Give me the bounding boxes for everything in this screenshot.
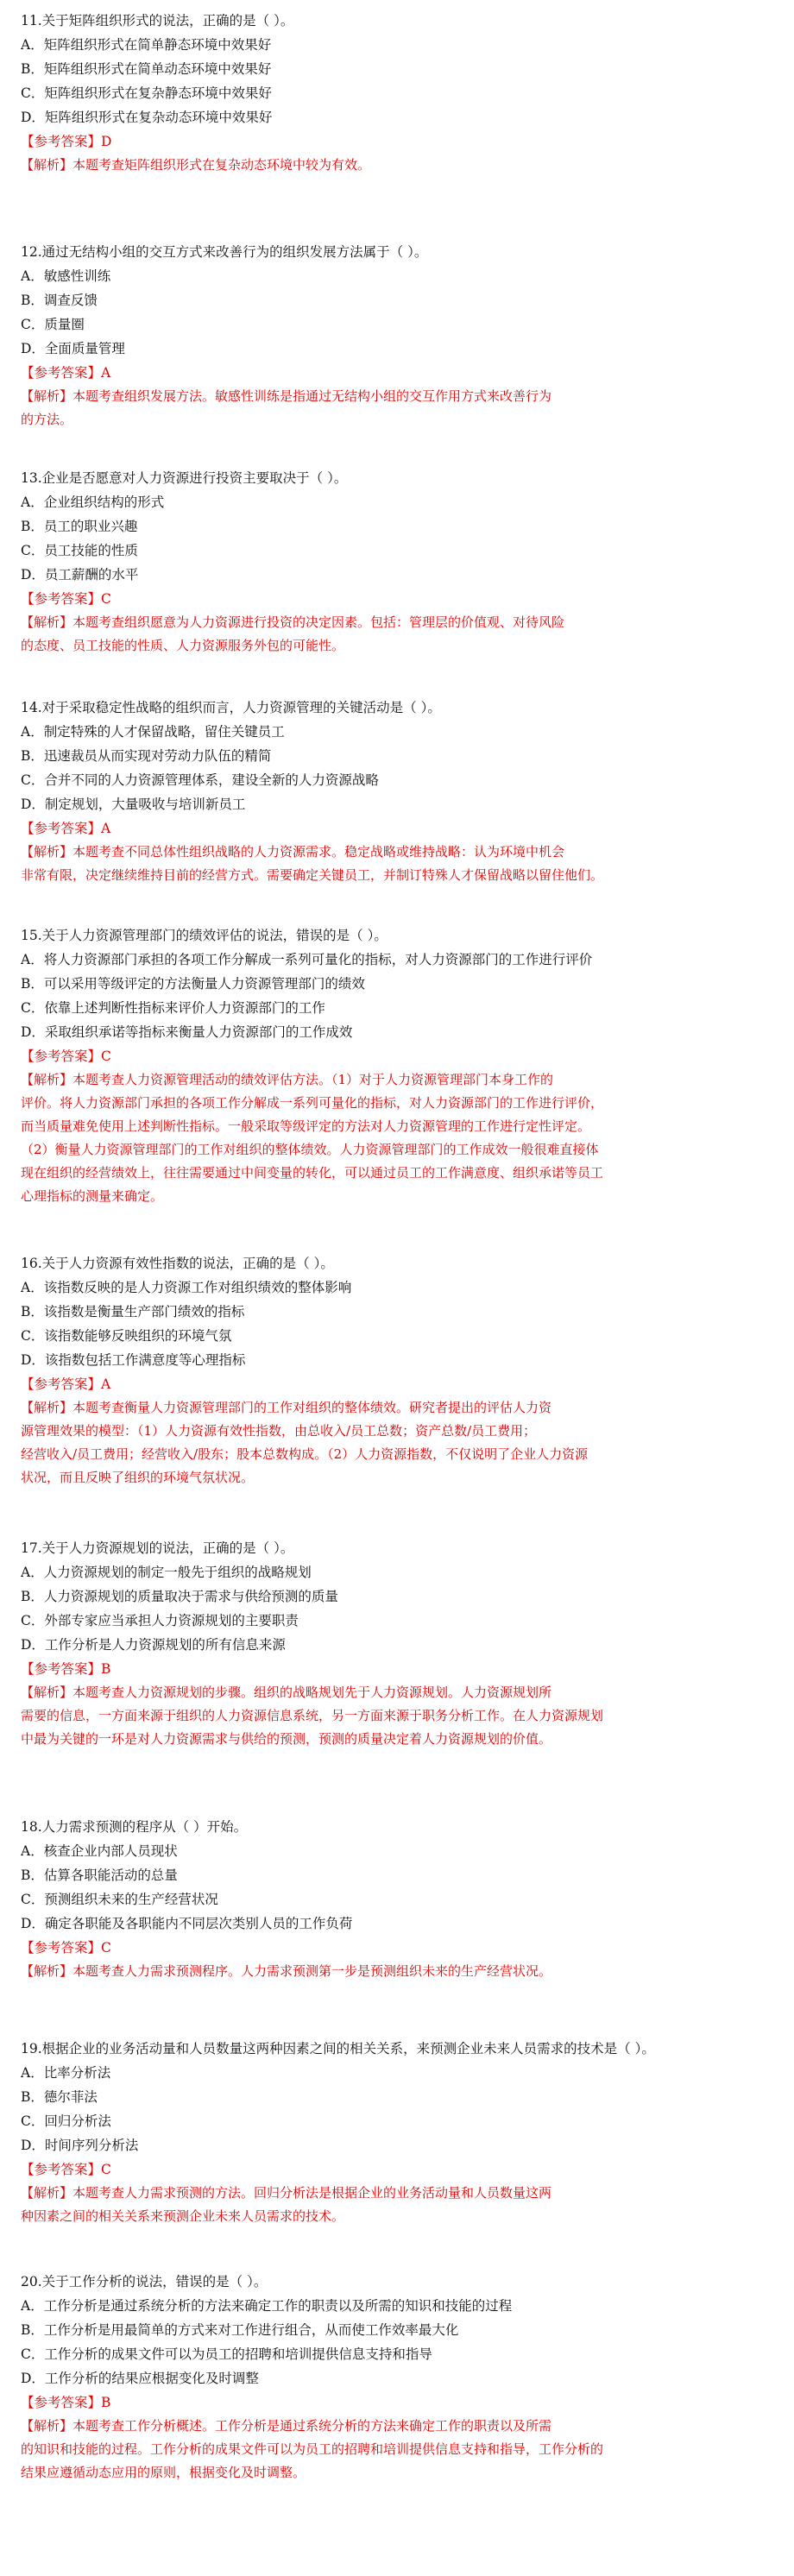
- reference-answer: 【参考答案】C: [21, 591, 111, 607]
- analysis-line: 的知识和技能的过程。工作分析的成果文件可以为员工的招聘和培训提供信息支持和指导，工作分析的: [21, 2441, 604, 2457]
- option-d: D．矩阵组织形式在复杂动态环境中效果好: [21, 110, 273, 125]
- analysis-line: 结果应遵循动态应用的原则，根据变化及时调整。: [21, 2465, 306, 2480]
- analysis-line: 非常有限，决定继续维持目前的经营方式。需要确定关键员工，并制订特殊人才保留战略以留住他们。: [21, 867, 604, 883]
- question-stem: 11.关于矩阵组织形式的说法，正确的是（ ）。: [21, 13, 294, 28]
- option-b: B．员工的职业兴趣: [21, 519, 138, 534]
- question-stem: 19.根据企业的业务活动量和人员数量这两种因素之间的相关关系，来预测企业未来人员需求的技术是（ ）。: [21, 2041, 655, 2056]
- option-b: B．迅速裁员从而实现对劳动力队伍的精简: [21, 748, 272, 764]
- analysis-line: 【解析】本题考查人力需求预测程序。人力需求预测第一步是预测组织未来的生产经营状况。: [21, 1963, 552, 1979]
- option-b: B．该指数是衡量生产部门绩效的指标: [21, 1304, 245, 1319]
- reference-answer: 【参考答案】A: [21, 821, 111, 836]
- analysis-line: 【解析】本题考查不同总体性组织战略的人力资源需求。稳定战略或维持战略：认为环境中机会: [21, 844, 565, 860]
- option-d: D．工作分析是人力资源规划的所有信息来源: [21, 1637, 286, 1653]
- analysis-line: 状况，而且反映了组织的环境气氛状况。: [21, 1470, 255, 1485]
- option-a: A．比率分析法: [21, 2065, 111, 2081]
- option-d: D．确定各职能及各职能内不同层次类别人员的工作负荷: [21, 1916, 353, 1931]
- option-a: A．敏感性训练: [21, 268, 111, 284]
- question-stem: 15.关于人力资源管理部门的绩效评估的说法，错误的是（ ）。: [21, 928, 388, 943]
- question-block-17: [21, 1536, 780, 1751]
- option-b: B．调查反馈: [21, 293, 98, 308]
- analysis-line: 【解析】本题考查组织愿意为人力资源进行投资的决定因素。包括：管理层的价值观、对待风险: [21, 614, 565, 630]
- option-a: A．核查企业内部人员现状: [21, 1843, 178, 1859]
- question-stem: 18.人力需求预测的程序从（ ）开始。: [21, 1819, 248, 1835]
- option-c: C．质量圈: [21, 317, 85, 332]
- question-block-18: [21, 1815, 780, 1983]
- option-d: D．采取组织承诺等指标来衡量人力资源部门的工作成效: [21, 1024, 353, 1040]
- analysis-line: 源管理效果的模型：（1）人力资源有效性指数，由总收入/员工总数；资产总数/员工费用；: [21, 1423, 537, 1439]
- option-d: D．时间序列分析法: [21, 2138, 139, 2153]
- analysis: [21, 1068, 780, 1208]
- reference-answer: 【参考答案】B: [21, 1661, 111, 1677]
- option-b: B．矩阵组织形式在简单动态环境中效果好: [21, 61, 272, 77]
- option-d: D．员工薪酬的水平: [21, 567, 139, 583]
- reference-answer: 【参考答案】D: [21, 134, 112, 149]
- question-stem: 17.关于人力资源规划的说法，正确的是（ ）。: [21, 1540, 294, 1556]
- analysis: [21, 1681, 780, 1751]
- reference-answer: 【参考答案】B: [21, 2395, 111, 2410]
- option-b: B．可以采用等级评定的方法衡量人力资源管理部门的绩效: [21, 976, 365, 992]
- question-block-12: [21, 240, 780, 431]
- analysis-line: 心理指标的测量来确定。: [21, 1188, 164, 1204]
- analysis-line: 而当质量难免使用上述判断性指标。一般采取等级评定的方法对人力资源管理的工作进行定性评定。: [21, 1118, 591, 1134]
- analysis-line: 【解析】本题考查衡量人力资源管理部门的工作对组织的整体绩效。研究者提出的评估人力资: [21, 1400, 552, 1415]
- analysis-line: 【解析】本题考查矩阵组织形式在复杂动态环境中较为有效。: [21, 157, 371, 173]
- analysis-line: 【解析】本题考查工作分析概述。工作分析是通过系统分析的方法来确定工作的职责以及所需: [21, 2418, 552, 2434]
- question-block-15: [21, 923, 780, 1208]
- option-c: C．员工技能的性质: [21, 543, 138, 558]
- question-block-16: [21, 1251, 780, 1490]
- analysis: [21, 2415, 780, 2485]
- question-block-13: [21, 466, 780, 658]
- option-a: A．企业组织结构的形式: [21, 494, 165, 510]
- option-c: C．依靠上述判断性指标来评价人力资源部门的工作: [21, 1000, 325, 1016]
- question-block-20: [21, 2270, 780, 2485]
- question-stem: 20.关于工作分析的说法，错误的是（ ）。: [21, 2274, 268, 2289]
- analysis: [21, 154, 780, 177]
- option-b: B．德尔菲法: [21, 2089, 98, 2105]
- option-d: D．制定规划，大量吸收与培训新员工: [21, 797, 246, 812]
- option-c: C．矩阵组织形式在复杂静态环境中效果好: [21, 85, 272, 101]
- question-block-11: [21, 9, 780, 177]
- option-d: D．工作分析的结果应根据变化及时调整: [21, 2371, 259, 2386]
- analysis-line: 评价。将人力资源部门承担的各项工作分解成一系列可量化的指标，对人力资源部门的工作进行评价，: [21, 1095, 604, 1111]
- option-c: C．合并不同的人力资源管理体系，建设全新的人力资源战略: [21, 772, 379, 788]
- analysis-line: 【解析】本题考查组织发展方法。敏感性训练是指通过无结构小组的交互作用方式来改善行为: [21, 388, 552, 404]
- question-block-14: [21, 696, 780, 887]
- question-stem: 16.关于人力资源有效性指数的说法，正确的是（ ）。: [21, 1256, 334, 1271]
- analysis: [21, 1960, 780, 1983]
- reference-answer: 【参考答案】A: [21, 1376, 111, 1392]
- option-a: A．制定特殊的人才保留战略，留住关键员工: [21, 724, 285, 740]
- option-a: A．工作分析是通过系统分析的方法来确定工作的职责以及所需的知识和技能的过程: [21, 2298, 513, 2314]
- analysis-line: 的态度、员工技能的性质、人力资源服务外包的可能性。: [21, 638, 345, 653]
- question-stem: 14.对于采取稳定性战略的组织而言，人力资源管理的关键活动是（ ）。: [21, 700, 441, 715]
- analysis-line: 需要的信息，一方面来源于组织的人力资源信息系统，另一方面来源于职务分析工作。在人力资源规划: [21, 1708, 604, 1723]
- question-stem: 12.通过无结构小组的交互方式来改善行为的组织发展方法属于（ ）。: [21, 244, 428, 260]
- question-stem: 13.企业是否愿意对人力资源进行投资主要取决于（ ）。: [21, 470, 348, 486]
- analysis-line: 种因素之间的相关关系来预测企业未来人员需求的技术。: [21, 2208, 345, 2224]
- option-a: A．人力资源规划的制定一般先于组织的战略规划: [21, 1565, 312, 1580]
- analysis: [21, 1396, 780, 1490]
- option-b: B．工作分析是用最简单的方式来对工作进行组合，从而使工作效率最大化: [21, 2322, 459, 2338]
- option-c: C．该指数能够反映组织的环境气氛: [21, 1328, 232, 1344]
- reference-answer: 【参考答案】A: [21, 365, 111, 381]
- option-a: A．矩阵组织形式在简单静态环境中效果好: [21, 37, 272, 53]
- option-c: C．外部专家应当承担人力资源规划的主要职责: [21, 1613, 299, 1628]
- option-d: D．该指数包括工作满意度等心理指标: [21, 1352, 246, 1368]
- option-a: A．将人力资源部门承担的各项工作分解成一系列可量化的指标，对人力资源部门的工作进行评价: [21, 952, 593, 967]
- analysis-line: 现在组织的经营绩效上，往往需要通过中间变量的转化，可以通过员工的工作满意度、组织承诺等员工: [21, 1165, 604, 1181]
- analysis-line: 中最为关键的一环是对人力资源需求与供给的预测，预测的质量决定着人力资源规划的价值。: [21, 1731, 552, 1747]
- question-block-19: [21, 2037, 780, 2228]
- option-b: B．人力资源规划的质量取决于需求与供给预测的质量: [21, 1589, 338, 1604]
- analysis: [21, 611, 780, 658]
- option-d: D．全面质量管理: [21, 341, 125, 356]
- analysis-line: 【解析】本题考查人力需求预测的方法。回归分析法是根据企业的业务活动量和人员数量这两: [21, 2185, 552, 2201]
- analysis-line: （2）衡量人力资源管理部门的工作对组织的整体绩效。人力资源管理部门的工作成效一般很难直接体: [21, 1142, 599, 1157]
- option-c: C．工作分析的成果文件可以为员工的招聘和培训提供信息支持和指导: [21, 2346, 432, 2362]
- analysis: [21, 2182, 780, 2228]
- option-c: C．预测组织未来的生产经营状况: [21, 1892, 218, 1907]
- analysis: [21, 385, 780, 431]
- analysis-line: 【解析】本题考查人力资源规划的步骤。组织的战略规划先于人力资源规划。人力资源规划所: [21, 1685, 552, 1700]
- analysis-line: 的方法。: [21, 412, 73, 427]
- option-a: A．该指数反映的是人力资源工作对组织绩效的整体影响: [21, 1280, 352, 1295]
- reference-answer: 【参考答案】C: [21, 2162, 111, 2177]
- analysis-line: 【解析】本题考查人力资源管理活动的绩效评估方法。（1）对于人力资源管理部门本身工作的: [21, 1072, 554, 1087]
- reference-answer: 【参考答案】C: [21, 1940, 111, 1956]
- reference-answer: 【参考答案】C: [21, 1049, 111, 1064]
- analysis-line: 经营收入/员工费用；经营收入/股东；股本总数构成。（2）人力资源指数，不仅说明了企业人力资源: [21, 1446, 589, 1462]
- option-b: B．估算各职能活动的总量: [21, 1867, 178, 1883]
- option-c: C．回归分析法: [21, 2113, 111, 2129]
- analysis: [21, 841, 780, 887]
